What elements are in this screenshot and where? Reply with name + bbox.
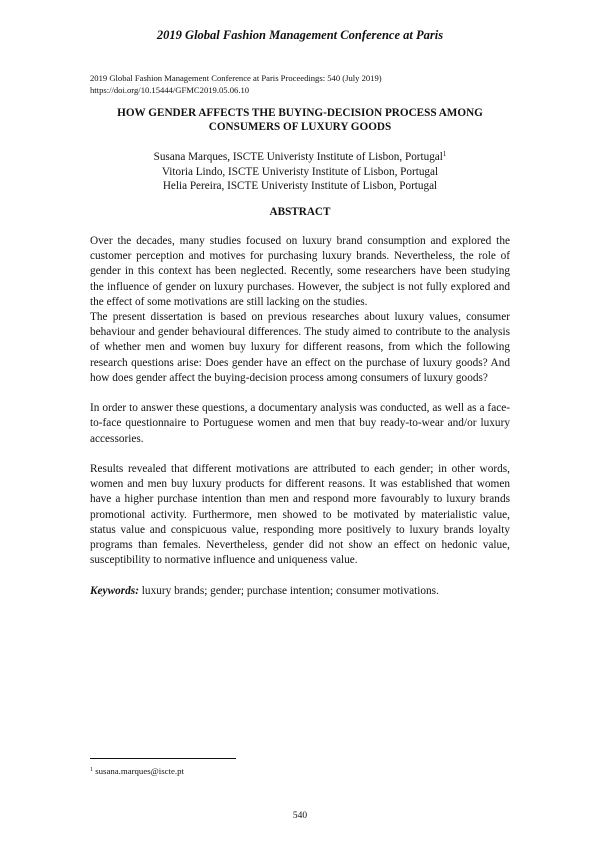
abstract-paragraph: The present dissertation is based on previous researches about luxury values, consumer behaviour and gender behavioural differences. The study aimed to contribute to the analysis of whether men and women buy luxury for different reasons, from which the following research questions arise: Does gender have an effect on the purchase of luxury goods? And how does gender affect the buying-decision process among consumers of luxury goods? <box>90 311 510 384</box>
keywords-label: Keywords: <box>90 584 139 597</box>
abstract-paragraph: In order to answer these questions, a documentary analysis was conducted, as well as a face-to-face questionnaire to Portuguese women and men that buy ready-to-wear and/or luxury accessories. <box>90 402 510 445</box>
doi-link[interactable]: https://doi.org/10.15444/GFMC2019.05.06.10 <box>90 85 250 95</box>
footnote-mark: 1 <box>442 150 447 158</box>
abstract-paragraph: Over the decades, many studies focused on luxury brand consumption and explored the customer perception and motives for purchasing luxury brands. Nevertheless, the role of gender in this context has been neglected. Recently, some researchers have been studying the influence of gender on luxury purchases. However, the subject is not fully explored and the effect of some motivations are still lacking on the studies. <box>90 235 510 308</box>
author-line <box>90 150 510 165</box>
author-line <box>90 179 510 194</box>
running-header: 2019 Global Fashion Management Conference at Paris <box>156 28 444 42</box>
footnote-email[interactable]: susana.marques@iscte.pt <box>95 766 184 776</box>
footnote <box>90 766 510 776</box>
proceedings-citation: 2019 Global Fashion Management Conference at Paris Proceedings: 540 (July 2019) <box>90 73 382 83</box>
abstract-body <box>90 234 510 599</box>
author-line <box>90 165 510 180</box>
abstract-paragraph: Results revealed that different motivations are attributed to each gender; in other words, women and men buy luxury products for different reasons. It was established that women have a higher purchase intention than men and respond more favourably to luxury brands promotional activity. Furthermore, men showed to be motivated by materialistic value, status value and conspicuous value, responding more positively to luxury brands loyalty programs than females. Nevertheless, gender did not show an effect on hedonic value, susceptibility to normative influence and uniqueness value. <box>90 463 510 567</box>
author-name: Vitoria Lindo, ISCTE Univeristy Institute of Lisbon, Portugal <box>161 165 439 178</box>
footnote-mark: 1 <box>90 767 93 773</box>
footnote-divider <box>90 758 236 759</box>
keywords-line <box>90 584 510 599</box>
abstract-heading: ABSTRACT <box>269 206 331 218</box>
author-name: Helia Pereira, ISCTE Univeristy Institute of Lisbon, Portugal <box>162 180 438 192</box>
proceedings-info <box>90 72 510 96</box>
keywords-text: luxury brands; gender; purchase intention; consumer motivations. <box>141 584 439 597</box>
page-number: 540 <box>292 811 308 821</box>
author-name: Susana Marques, ISCTE Univeristy Institute of Lisbon, Portugal <box>153 151 443 163</box>
paper-title: HOW GENDER AFFECTS THE BUYING-DECISION PROCESS AMONG CONSUMERS OF LUXURY GOODS <box>117 107 483 133</box>
author-list <box>90 150 510 194</box>
